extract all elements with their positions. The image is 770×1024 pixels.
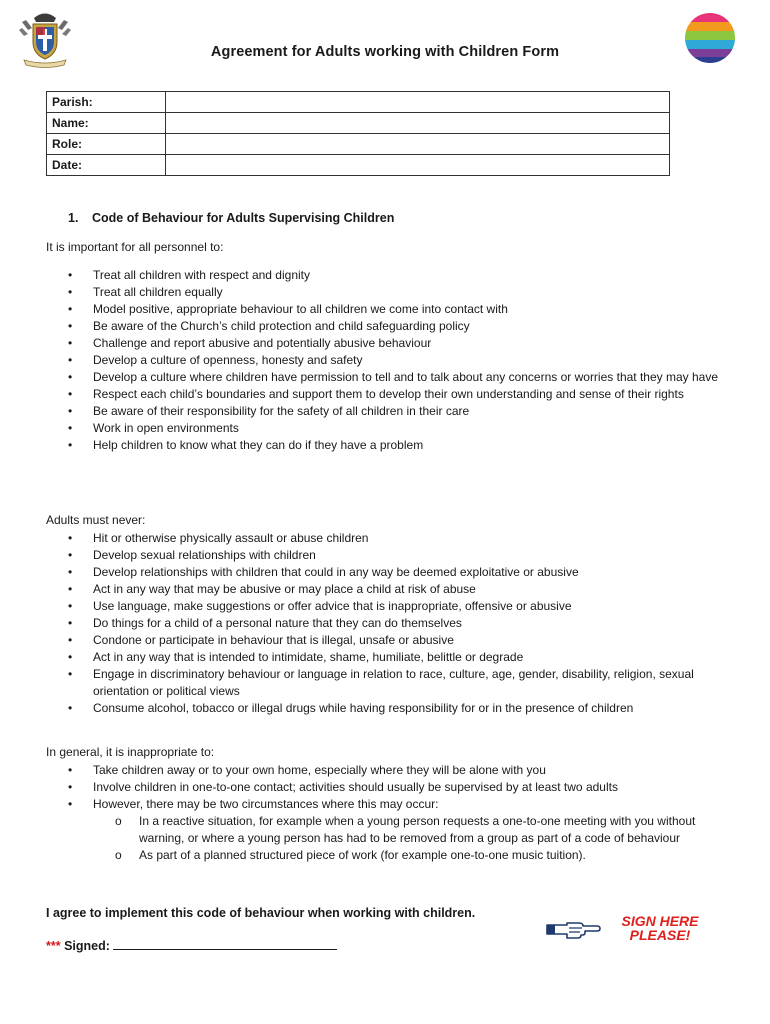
role-field[interactable] bbox=[166, 134, 670, 155]
list-item: • Consume alcohol, tobacco or illegal drugs while having responsibility for or in the presence of children bbox=[46, 700, 736, 717]
list-item: • Develop a culture of openness, honesty and safety bbox=[46, 352, 736, 369]
list-item: • Develop a culture where children have permission to tell and to talk about any concerns or worries that they may have bbox=[46, 369, 736, 386]
list-item: • Act in any way that is intended to intimidate, shame, humiliate, belittle or degrade bbox=[46, 649, 736, 666]
list-item: • Hit or otherwise physically assault or abuse children bbox=[46, 530, 736, 547]
list-item: • Take children away or to your own home, especially where they will be alone with you bbox=[46, 762, 736, 779]
never-list bbox=[46, 530, 736, 717]
list-item: • Develop relationships with children that could in any way be deemed exploitative or abusive bbox=[46, 564, 736, 581]
table-row bbox=[47, 155, 670, 176]
pointing-hand-icon bbox=[545, 917, 601, 941]
sign-here-line1: SIGN HERE bbox=[621, 913, 699, 929]
parish-label: Parish: bbox=[47, 92, 166, 113]
date-label: Date: bbox=[47, 155, 166, 176]
list-item: • Engage in discriminatory behaviour or language in relation to race, culture, age, gender, disability, religion, sexual orientation or political views bbox=[46, 666, 736, 700]
general-list bbox=[46, 762, 736, 864]
signature-line bbox=[46, 937, 337, 953]
never-intro: Adults must never: bbox=[46, 513, 146, 527]
list-item: • Model positive, appropriate behaviour to all children we come into contact with bbox=[46, 301, 736, 318]
role-label: Role: bbox=[47, 134, 166, 155]
list-item bbox=[46, 796, 736, 864]
table-row bbox=[47, 92, 670, 113]
list-item: • Be aware of the Church’s child protection and child safeguarding policy bbox=[46, 318, 736, 335]
sub-list-item: o In a reactive situation, for example when a young person requests a one-to-one meeting with you without warning, or where a young person has had to be removed from a group as part of a code of behaviour bbox=[93, 813, 736, 847]
general-intro: In general, it is inappropriate to: bbox=[46, 745, 215, 759]
list-item: • Involve children in one-to-one contact; activities should usually be supervised by at least two adults bbox=[46, 779, 736, 796]
list-item: • Use language, make suggestions or offer advice that is inappropriate, offensive or abusive bbox=[46, 598, 736, 615]
diocese-crest-logo bbox=[14, 8, 76, 70]
signature-field[interactable] bbox=[113, 937, 337, 950]
list-item: • Treat all children with respect and dignity bbox=[46, 267, 736, 284]
list-item: • Challenge and report abusive and potentially abusive behaviour bbox=[46, 335, 736, 352]
table-row bbox=[47, 134, 670, 155]
list-item: • Help children to know what they can do if they have a problem bbox=[46, 437, 736, 454]
required-stars: *** bbox=[46, 939, 61, 953]
details-table bbox=[46, 91, 670, 176]
section-title: Code of Behaviour for Adults Supervising Children bbox=[92, 211, 395, 225]
signed-label: Signed: bbox=[64, 939, 110, 953]
sign-here-line2: PLEASE! bbox=[629, 927, 691, 943]
list-item: • Work in open environments bbox=[46, 420, 736, 437]
list-item: • Treat all children equally bbox=[46, 284, 736, 301]
list-item: • Respect each child’s boundaries and support them to develop their own understanding and sense of their rights bbox=[46, 386, 736, 403]
sub-list-item: o As part of a planned structured piece of work (for example one-to-one music tuition). bbox=[93, 847, 736, 864]
sign-here-callout bbox=[604, 914, 716, 942]
section-number: 1. bbox=[68, 211, 79, 225]
important-intro: It is important for all personnel to: bbox=[46, 240, 224, 254]
table-row bbox=[47, 113, 670, 134]
date-field[interactable] bbox=[166, 155, 670, 176]
list-item-text: However, there may be two circumstances where this may occur: bbox=[93, 797, 439, 811]
list-item: • Act in any way that may be abusive or may place a child at risk of abuse bbox=[46, 581, 736, 598]
agreement-statement: I agree to implement this code of behaviour when working with children. bbox=[46, 906, 476, 920]
section-heading bbox=[68, 211, 394, 225]
list-item: • Be aware of their responsibility for the safety of all children in their care bbox=[46, 403, 736, 420]
name-label: Name: bbox=[47, 113, 166, 134]
parish-field[interactable] bbox=[166, 92, 670, 113]
circumstances-list bbox=[93, 813, 736, 864]
important-list bbox=[46, 267, 736, 454]
list-item: • Condone or participate in behaviour that is illegal, unsafe or abusive bbox=[46, 632, 736, 649]
form-title: Agreement for Adults working with Children Form bbox=[210, 44, 560, 60]
name-field[interactable] bbox=[166, 113, 670, 134]
list-item: • Do things for a child of a personal nature that they can do themselves bbox=[46, 615, 736, 632]
list-item: • Develop sexual relationships with children bbox=[46, 547, 736, 564]
